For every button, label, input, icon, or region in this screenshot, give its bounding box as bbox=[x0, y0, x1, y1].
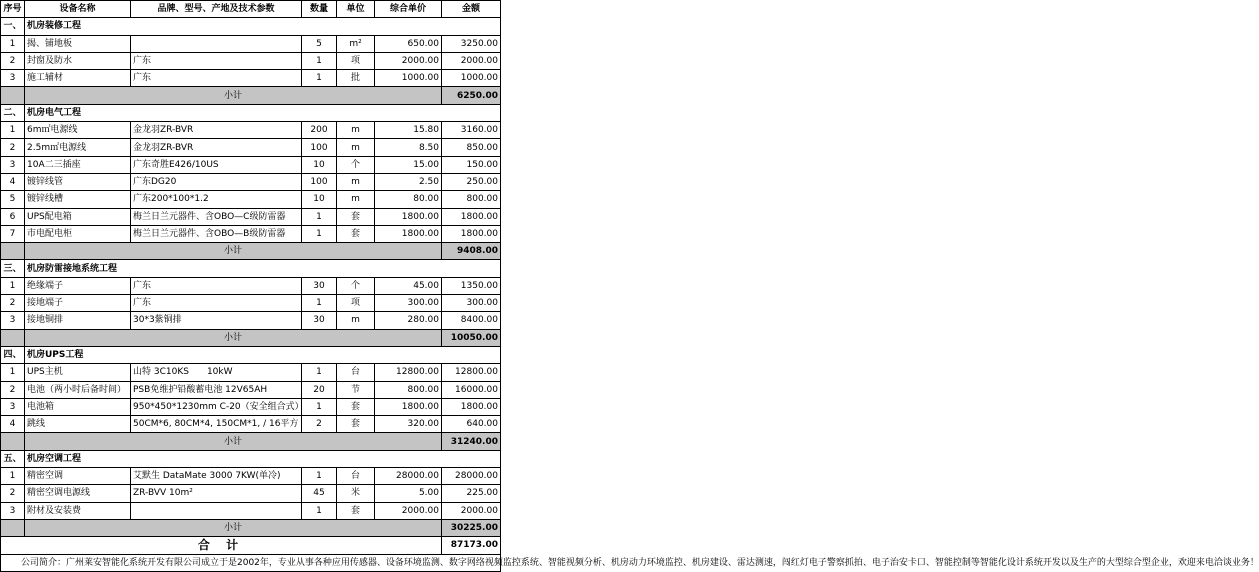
item-qty: 2 bbox=[302, 416, 337, 433]
item-amount: 3250.00 bbox=[442, 35, 501, 52]
item-qty: 1 bbox=[302, 225, 337, 242]
item-spec: 山特 3C10KS 10kW bbox=[131, 364, 302, 381]
item-unit: 米 bbox=[337, 485, 375, 502]
item-price: 5.00 bbox=[375, 485, 442, 502]
table-row bbox=[1, 312, 501, 329]
item-amount: 300.00 bbox=[442, 295, 501, 312]
item-name: 10A二三插座 bbox=[25, 156, 131, 173]
item-amount: 12800.00 bbox=[442, 364, 501, 381]
item-number: 2 bbox=[1, 485, 25, 502]
item-price: 280.00 bbox=[375, 312, 442, 329]
item-spec: 艾默生 DataMate 3000 7KW(单冷) bbox=[131, 468, 302, 485]
item-price: 2.50 bbox=[375, 173, 442, 190]
header-amount: 金额 bbox=[442, 1, 501, 18]
table-row bbox=[1, 416, 501, 433]
item-spec: 广东DG20 bbox=[131, 173, 302, 190]
item-price: 2000.00 bbox=[375, 502, 442, 519]
subtotal-row bbox=[1, 329, 501, 346]
grand-total-amount: 87173.00 bbox=[442, 537, 501, 554]
section-header-row bbox=[1, 104, 501, 121]
item-qty: 1 bbox=[302, 295, 337, 312]
header-name: 设备名称 bbox=[25, 1, 131, 18]
item-number: 2 bbox=[1, 139, 25, 156]
item-name: UPS主机 bbox=[25, 364, 131, 381]
item-price: 80.00 bbox=[375, 191, 442, 208]
section-title: 机房装修工程 bbox=[25, 18, 501, 35]
subtotal-spacer bbox=[1, 433, 25, 450]
subtotal-label: 小计 bbox=[25, 519, 442, 536]
item-spec: 广东 bbox=[131, 70, 302, 87]
subtotal-row bbox=[1, 87, 501, 104]
item-name: 镀锌线槽 bbox=[25, 191, 131, 208]
subtotal-label: 小计 bbox=[25, 329, 442, 346]
item-price: 28000.00 bbox=[375, 468, 442, 485]
item-qty: 10 bbox=[302, 191, 337, 208]
item-amount: 3160.00 bbox=[442, 122, 501, 139]
item-number: 1 bbox=[1, 277, 25, 294]
section-number: 四、 bbox=[1, 346, 25, 363]
table-row bbox=[1, 225, 501, 242]
item-amount: 850.00 bbox=[442, 139, 501, 156]
item-spec: PSB免维护铅酸蓄电池 12V65AH bbox=[131, 381, 302, 398]
table-row bbox=[1, 295, 501, 312]
table-row bbox=[1, 173, 501, 190]
item-name: 精密空调电源线 bbox=[25, 485, 131, 502]
subtotal-amount: 6250.00 bbox=[442, 87, 501, 104]
item-qty: 1 bbox=[302, 468, 337, 485]
company-note: 公司简介：广州莱安智能化系统开发有限公司成立于是2002年，专业从事各种应用传感器、设备环境监测、数字网络视频监控系统、智能视频分析、机房动力环境监控、机房建设、雷达测速，闯红灯电子警察抓拍、电子治安卡口、智能控制等智能化设计系统开发以及生产的大型综合型企业，欢迎来电洽谈业务！ bbox=[1, 554, 501, 571]
item-spec: 广东 bbox=[131, 277, 302, 294]
table-row bbox=[1, 277, 501, 294]
item-number: 3 bbox=[1, 312, 25, 329]
item-unit: m bbox=[337, 173, 375, 190]
subtotal-amount: 31240.00 bbox=[442, 433, 501, 450]
header-spec: 品牌、型号、产地及技术参数 bbox=[131, 1, 302, 18]
item-unit: m bbox=[337, 191, 375, 208]
item-name: 6m㎡电源线 bbox=[25, 122, 131, 139]
item-unit: 套 bbox=[337, 398, 375, 415]
item-name: 精密空调 bbox=[25, 468, 131, 485]
item-amount: 150.00 bbox=[442, 156, 501, 173]
table-row bbox=[1, 381, 501, 398]
subtotal-label: 小计 bbox=[25, 87, 442, 104]
section-number: 三、 bbox=[1, 260, 25, 277]
item-unit: 套 bbox=[337, 502, 375, 519]
table-row bbox=[1, 208, 501, 225]
item-amount: 800.00 bbox=[442, 191, 501, 208]
item-amount: 28000.00 bbox=[442, 468, 501, 485]
item-name: 接地端子 bbox=[25, 295, 131, 312]
item-number: 6 bbox=[1, 208, 25, 225]
item-price: 15.80 bbox=[375, 122, 442, 139]
item-spec: 梅兰日兰元器件、含OBO—B级防雷器 bbox=[131, 225, 302, 242]
item-spec: 30*3紫铜排 bbox=[131, 312, 302, 329]
section-number: 二、 bbox=[1, 104, 25, 121]
section-title: 机房防雷接地系统工程 bbox=[25, 260, 501, 277]
item-name: 电池箱 bbox=[25, 398, 131, 415]
item-number: 2 bbox=[1, 52, 25, 69]
item-spec: 50CM*6, 80CM*4, 150CM*1, / 16平方 bbox=[131, 416, 302, 433]
subtotal-amount: 30225.00 bbox=[442, 519, 501, 536]
section-header-row bbox=[1, 450, 501, 467]
table-row bbox=[1, 364, 501, 381]
subtotal-amount: 9408.00 bbox=[442, 243, 501, 260]
item-unit: m bbox=[337, 139, 375, 156]
header-row bbox=[1, 1, 501, 18]
item-unit: m² bbox=[337, 35, 375, 52]
item-number: 2 bbox=[1, 295, 25, 312]
item-price: 2000.00 bbox=[375, 52, 442, 69]
item-number: 4 bbox=[1, 173, 25, 190]
item-unit: 批 bbox=[337, 70, 375, 87]
item-number: 4 bbox=[1, 416, 25, 433]
table-row bbox=[1, 156, 501, 173]
item-unit: 个 bbox=[337, 277, 375, 294]
subtotal-row bbox=[1, 243, 501, 260]
item-name: 附材及安装费 bbox=[25, 502, 131, 519]
item-qty: 20 bbox=[302, 381, 337, 398]
table-row bbox=[1, 485, 501, 502]
section-header-row bbox=[1, 346, 501, 363]
section-title: 机房空调工程 bbox=[25, 450, 501, 467]
item-unit: 个 bbox=[337, 156, 375, 173]
item-qty: 1 bbox=[302, 208, 337, 225]
header-price: 综合单价 bbox=[375, 1, 442, 18]
item-unit: 套 bbox=[337, 225, 375, 242]
item-amount: 1800.00 bbox=[442, 225, 501, 242]
item-qty: 1 bbox=[302, 398, 337, 415]
item-name: 跳线 bbox=[25, 416, 131, 433]
item-number: 3 bbox=[1, 70, 25, 87]
item-price: 15.00 bbox=[375, 156, 442, 173]
subtotal-label: 小计 bbox=[25, 433, 442, 450]
item-name: 封窗及防水 bbox=[25, 52, 131, 69]
item-spec: 广东奇胜E426/10US bbox=[131, 156, 302, 173]
item-price: 1800.00 bbox=[375, 208, 442, 225]
item-amount: 1800.00 bbox=[442, 208, 501, 225]
item-unit: 项 bbox=[337, 52, 375, 69]
item-name: 施工辅材 bbox=[25, 70, 131, 87]
item-number: 3 bbox=[1, 398, 25, 415]
item-unit: m bbox=[337, 122, 375, 139]
item-amount: 2000.00 bbox=[442, 502, 501, 519]
item-amount: 2000.00 bbox=[442, 52, 501, 69]
item-qty: 1 bbox=[302, 52, 337, 69]
item-spec bbox=[131, 35, 302, 52]
item-number: 3 bbox=[1, 156, 25, 173]
item-qty: 1 bbox=[302, 364, 337, 381]
item-number: 1 bbox=[1, 364, 25, 381]
item-spec: 金龙羽ZR-BVR bbox=[131, 122, 302, 139]
item-spec: 950*450*1230mm C-20（安全组合式） bbox=[131, 398, 302, 415]
item-name: 绝缘端子 bbox=[25, 277, 131, 294]
item-qty: 1 bbox=[302, 70, 337, 87]
item-price: 8.50 bbox=[375, 139, 442, 156]
item-price: 300.00 bbox=[375, 295, 442, 312]
item-amount: 1000.00 bbox=[442, 70, 501, 87]
table-row bbox=[1, 191, 501, 208]
subtotal-spacer bbox=[1, 87, 25, 104]
item-amount: 640.00 bbox=[442, 416, 501, 433]
grand-total-row bbox=[1, 537, 501, 554]
item-price: 1800.00 bbox=[375, 398, 442, 415]
header-qty: 数量 bbox=[302, 1, 337, 18]
item-number: 1 bbox=[1, 468, 25, 485]
item-qty: 100 bbox=[302, 173, 337, 190]
header-unit: 单位 bbox=[337, 1, 375, 18]
item-name: UPS配电箱 bbox=[25, 208, 131, 225]
item-price: 1800.00 bbox=[375, 225, 442, 242]
item-qty: 45 bbox=[302, 485, 337, 502]
item-number: 1 bbox=[1, 122, 25, 139]
item-name: 2.5m㎡电源线 bbox=[25, 139, 131, 156]
item-name: 镀锌线管 bbox=[25, 173, 131, 190]
item-qty: 100 bbox=[302, 139, 337, 156]
item-qty: 200 bbox=[302, 122, 337, 139]
item-unit: 台 bbox=[337, 468, 375, 485]
table-row bbox=[1, 468, 501, 485]
item-qty: 5 bbox=[302, 35, 337, 52]
header-no: 序号 bbox=[1, 1, 25, 18]
item-price: 800.00 bbox=[375, 381, 442, 398]
item-price: 45.00 bbox=[375, 277, 442, 294]
item-price: 650.00 bbox=[375, 35, 442, 52]
item-unit: 套 bbox=[337, 416, 375, 433]
subtotal-spacer bbox=[1, 519, 25, 536]
item-amount: 225.00 bbox=[442, 485, 501, 502]
section-title: 机房电气工程 bbox=[25, 104, 501, 121]
item-number: 1 bbox=[1, 35, 25, 52]
item-qty: 10 bbox=[302, 156, 337, 173]
item-unit: 项 bbox=[337, 295, 375, 312]
section-header-row bbox=[1, 18, 501, 35]
table-row bbox=[1, 122, 501, 139]
item-name: 接地铜排 bbox=[25, 312, 131, 329]
grand-total-label: 合 计 bbox=[1, 537, 442, 554]
item-spec: 梅兰日兰元器件、含OBO—C级防雷器 bbox=[131, 208, 302, 225]
subtotal-spacer bbox=[1, 329, 25, 346]
item-spec: 广东200*100*1.2 bbox=[131, 191, 302, 208]
item-spec bbox=[131, 502, 302, 519]
table-row bbox=[1, 398, 501, 415]
table-row bbox=[1, 35, 501, 52]
section-number: 五、 bbox=[1, 450, 25, 467]
section-number: 一、 bbox=[1, 18, 25, 35]
subtotal-row bbox=[1, 519, 501, 536]
table-row bbox=[1, 52, 501, 69]
subtotal-spacer bbox=[1, 243, 25, 260]
table-row bbox=[1, 139, 501, 156]
item-number: 2 bbox=[1, 381, 25, 398]
item-unit: m bbox=[337, 312, 375, 329]
subtotal-label: 小计 bbox=[25, 243, 442, 260]
item-name: 揭、铺地板 bbox=[25, 35, 131, 52]
item-number: 3 bbox=[1, 502, 25, 519]
table-row bbox=[1, 502, 501, 519]
subtotal-amount: 10050.00 bbox=[442, 329, 501, 346]
item-number: 7 bbox=[1, 225, 25, 242]
item-unit: 套 bbox=[337, 208, 375, 225]
item-unit: 台 bbox=[337, 364, 375, 381]
item-amount: 1800.00 bbox=[442, 398, 501, 415]
item-amount: 16000.00 bbox=[442, 381, 501, 398]
item-price: 12800.00 bbox=[375, 364, 442, 381]
item-spec: 广东 bbox=[131, 52, 302, 69]
item-qty: 30 bbox=[302, 312, 337, 329]
item-name: 市电配电柜 bbox=[25, 225, 131, 242]
section-title: 机房UPS工程 bbox=[25, 346, 501, 363]
item-name: 电池（两小时后备时间） bbox=[25, 381, 131, 398]
item-price: 320.00 bbox=[375, 416, 442, 433]
item-spec: 金龙羽ZR-BVR bbox=[131, 139, 302, 156]
section-header-row bbox=[1, 260, 501, 277]
item-qty: 30 bbox=[302, 277, 337, 294]
item-spec: ZR-BVV 10m² bbox=[131, 485, 302, 502]
item-amount: 8400.00 bbox=[442, 312, 501, 329]
item-unit: 节 bbox=[337, 381, 375, 398]
item-spec: 广东 bbox=[131, 295, 302, 312]
item-amount: 1350.00 bbox=[442, 277, 501, 294]
item-price: 1000.00 bbox=[375, 70, 442, 87]
item-qty: 1 bbox=[302, 502, 337, 519]
item-number: 5 bbox=[1, 191, 25, 208]
table-row bbox=[1, 70, 501, 87]
subtotal-row bbox=[1, 433, 501, 450]
item-amount: 250.00 bbox=[442, 173, 501, 190]
company-note-row bbox=[1, 554, 501, 571]
